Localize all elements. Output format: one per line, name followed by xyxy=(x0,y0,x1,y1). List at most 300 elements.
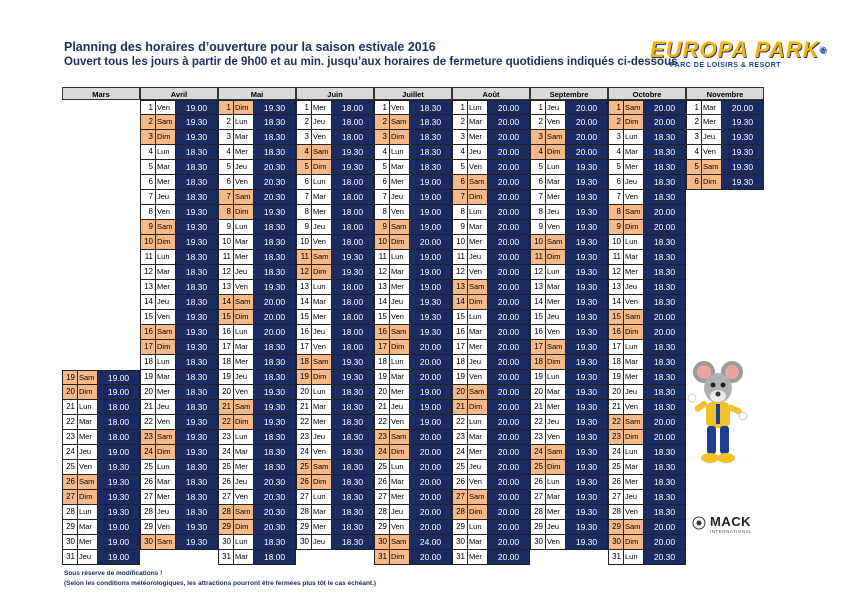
closing-hour: 19.30 xyxy=(722,145,764,160)
closing-hour: 20.00 xyxy=(410,235,452,250)
weekday: Mer xyxy=(468,130,488,145)
day-number: 29 xyxy=(218,520,234,535)
weekday: Dim xyxy=(234,415,254,430)
day-number: 31 xyxy=(608,550,624,565)
day-number: 5 xyxy=(686,160,702,175)
day-row xyxy=(530,445,608,460)
weekday: Jeu xyxy=(468,355,488,370)
day-number: 1 xyxy=(530,100,546,115)
day-row xyxy=(218,115,296,130)
day-number: 1 xyxy=(296,100,312,115)
day-row xyxy=(686,145,764,160)
day-number: 22 xyxy=(530,415,546,430)
day-number: 4 xyxy=(140,145,156,160)
closing-hour: 18.30 xyxy=(176,250,218,265)
day-number: 17 xyxy=(374,340,390,355)
day-number: 22 xyxy=(374,415,390,430)
closing-hour: 19.30 xyxy=(722,160,764,175)
weekday: Lun xyxy=(546,475,566,490)
closing-hour: 20.00 xyxy=(488,130,530,145)
day-row xyxy=(218,250,296,265)
day-number: 14 xyxy=(530,295,546,310)
weekday: Mar xyxy=(312,400,332,415)
day-number: 9 xyxy=(530,220,546,235)
day-number: 19 xyxy=(140,370,156,385)
weekday: Ven xyxy=(390,205,410,220)
closing-hour: 18.30 xyxy=(254,460,296,475)
day-row xyxy=(608,160,686,175)
weekday: Mar xyxy=(546,175,566,190)
closing-hour: 19.30 xyxy=(410,310,452,325)
weekday: Dim xyxy=(468,295,488,310)
weekday: Jeu xyxy=(156,400,176,415)
closing-hour: 19.30 xyxy=(176,115,218,130)
day-row xyxy=(530,205,608,220)
day-number: 19 xyxy=(218,370,234,385)
weekday: Mar xyxy=(624,355,644,370)
closing-hour: 18.30 xyxy=(176,145,218,160)
day-number: 28 xyxy=(608,505,624,520)
day-number: 28 xyxy=(296,505,312,520)
day-number: 11 xyxy=(296,250,312,265)
weekday: Lun xyxy=(468,520,488,535)
day-number: 16 xyxy=(140,325,156,340)
day-number: 14 xyxy=(140,295,156,310)
closing-hour: 20.00 xyxy=(410,490,452,505)
weekday: Sam xyxy=(468,280,488,295)
day-row xyxy=(140,430,218,445)
weekday: Dim xyxy=(234,520,254,535)
closing-hour: 18.30 xyxy=(644,370,686,385)
day-row xyxy=(218,415,296,430)
day-row xyxy=(608,175,686,190)
weekday: Ven xyxy=(702,145,722,160)
closing-hour: 19.30 xyxy=(566,475,608,490)
day-number: 30 xyxy=(218,535,234,550)
day-number: 21 xyxy=(452,400,468,415)
day-number: 23 xyxy=(296,430,312,445)
day-number: 12 xyxy=(296,265,312,280)
weekday: Lun xyxy=(390,460,410,475)
weekday: Mer xyxy=(234,250,254,265)
closing-hour: 19.30 xyxy=(566,430,608,445)
weekday: Ven xyxy=(312,340,332,355)
day-row xyxy=(530,250,608,265)
weekday: Sam xyxy=(546,445,566,460)
day-number: 20 xyxy=(530,385,546,400)
day-number: 27 xyxy=(374,490,390,505)
day-number: 29 xyxy=(530,520,546,535)
day-row xyxy=(218,280,296,295)
day-number: 27 xyxy=(218,490,234,505)
month-column xyxy=(530,87,608,547)
closing-hour: 20.30 xyxy=(254,160,296,175)
day-number: 1 xyxy=(686,100,702,115)
day-row xyxy=(296,145,374,160)
day-row xyxy=(374,475,452,490)
closing-hour: 18.00 xyxy=(332,310,374,325)
weekday: Dim xyxy=(390,340,410,355)
day-row xyxy=(608,505,686,520)
weekday: Dim xyxy=(156,340,176,355)
day-row xyxy=(452,325,530,340)
closing-hour: 18.30 xyxy=(644,340,686,355)
weekday: Sam xyxy=(234,400,254,415)
day-number: 26 xyxy=(530,475,546,490)
day-number: 8 xyxy=(452,205,468,220)
closing-hour: 18.30 xyxy=(644,160,686,175)
weekday: Jeu xyxy=(312,430,332,445)
day-row xyxy=(530,475,608,490)
closing-hour: 20.00 xyxy=(488,415,530,430)
day-row xyxy=(374,250,452,265)
weekday: Mer xyxy=(156,280,176,295)
day-number: 14 xyxy=(608,295,624,310)
day-row xyxy=(296,400,374,415)
day-row xyxy=(608,475,686,490)
day-row xyxy=(140,370,218,385)
closing-hour: 20.00 xyxy=(488,250,530,265)
closing-hour: 20.30 xyxy=(254,190,296,205)
weekday: Dim xyxy=(78,490,98,505)
closing-hour: 20.00 xyxy=(488,355,530,370)
closing-hour: 20.00 xyxy=(254,310,296,325)
weekday: Jeu xyxy=(546,310,566,325)
day-number: 10 xyxy=(296,235,312,250)
weekday: Lun xyxy=(78,505,98,520)
day-number: 13 xyxy=(296,280,312,295)
closing-hour: 20.00 xyxy=(410,550,452,565)
day-number: 27 xyxy=(140,490,156,505)
day-number: 7 xyxy=(140,190,156,205)
day-row xyxy=(218,520,296,535)
weekday: Mer xyxy=(390,175,410,190)
closing-hour: 18.30 xyxy=(332,475,374,490)
day-row xyxy=(218,370,296,385)
closing-hour: 18.30 xyxy=(176,460,218,475)
weekday: Mar xyxy=(390,160,410,175)
weekday: Mar xyxy=(156,160,176,175)
closing-hour: 18.30 xyxy=(176,490,218,505)
mack-logo xyxy=(690,512,770,538)
weekday: Dim xyxy=(468,190,488,205)
weekday: Ven xyxy=(624,295,644,310)
closing-hour: 18.00 xyxy=(332,115,374,130)
day-number: 9 xyxy=(140,220,156,235)
weekday: Lun xyxy=(156,355,176,370)
day-row xyxy=(374,355,452,370)
day-number: 6 xyxy=(608,175,624,190)
closing-hour: 20.00 xyxy=(488,370,530,385)
day-number: 25 xyxy=(374,460,390,475)
closing-hour: 19.30 xyxy=(176,235,218,250)
day-number: 18 xyxy=(608,355,624,370)
day-row xyxy=(452,475,530,490)
day-number: 12 xyxy=(218,265,234,280)
closing-hour: 18.30 xyxy=(644,445,686,460)
day-row xyxy=(608,550,686,565)
day-number: 3 xyxy=(296,130,312,145)
page-subtitle: Ouvert tous les jours à partir de 9h00 et au min. jusqu’aux horaires de fermeture quotidiens indiqués ci-dessous xyxy=(64,56,678,68)
weekday: Dim xyxy=(312,370,332,385)
closing-hour: 20.00 xyxy=(566,100,608,115)
closing-hour: 18.30 xyxy=(332,445,374,460)
day-row xyxy=(452,205,530,220)
day-number: 13 xyxy=(140,280,156,295)
closing-hour: 18.30 xyxy=(254,220,296,235)
weekday: Lun xyxy=(546,160,566,175)
weekday: Ven xyxy=(234,385,254,400)
day-row xyxy=(608,250,686,265)
day-row xyxy=(296,175,374,190)
day-number: 6 xyxy=(686,175,702,190)
closing-hour: 18.30 xyxy=(332,535,374,550)
weekday: Mar xyxy=(312,505,332,520)
day-row xyxy=(374,415,452,430)
closing-hour: 18.30 xyxy=(644,385,686,400)
page-title: Planning des horaires d’ouverture pour la saison estivale 2016 xyxy=(64,40,436,54)
day-row xyxy=(296,205,374,220)
day-row xyxy=(62,550,140,565)
day-row xyxy=(530,130,608,145)
closing-hour: 18.30 xyxy=(644,355,686,370)
weekday: Jeu xyxy=(156,295,176,310)
day-row xyxy=(530,370,608,385)
weekday: Ven xyxy=(234,280,254,295)
day-row xyxy=(530,310,608,325)
weekday: Jeu xyxy=(312,535,332,550)
day-row xyxy=(530,265,608,280)
weekday: Dim xyxy=(312,265,332,280)
day-number: 16 xyxy=(296,325,312,340)
day-number: 23 xyxy=(530,430,546,445)
closing-hour: 20.30 xyxy=(644,550,686,565)
day-number: 11 xyxy=(218,250,234,265)
closing-hour: 19.30 xyxy=(176,520,218,535)
weekday: Ven xyxy=(546,325,566,340)
day-row xyxy=(530,430,608,445)
closing-hour: 20.30 xyxy=(254,520,296,535)
day-number: 29 xyxy=(374,520,390,535)
day-row xyxy=(296,265,374,280)
closing-hour: 20.00 xyxy=(488,460,530,475)
day-row xyxy=(374,325,452,340)
closing-hour: 20.00 xyxy=(488,445,530,460)
day-row xyxy=(140,535,218,550)
weekday: Lun xyxy=(156,250,176,265)
weekday: Sam xyxy=(624,205,644,220)
day-number: 16 xyxy=(374,325,390,340)
day-number: 16 xyxy=(608,325,624,340)
day-row xyxy=(296,535,374,550)
day-number: 24 xyxy=(140,445,156,460)
weekday: Sam xyxy=(468,490,488,505)
day-row xyxy=(140,505,218,520)
day-number: 27 xyxy=(608,490,624,505)
day-number: 18 xyxy=(218,355,234,370)
day-number: 2 xyxy=(218,115,234,130)
closing-hour: 18.30 xyxy=(644,400,686,415)
weekday: Mar xyxy=(312,190,332,205)
closing-hour: 19.30 xyxy=(566,325,608,340)
day-row xyxy=(374,520,452,535)
day-number: 11 xyxy=(140,250,156,265)
month-header: Avril xyxy=(140,87,218,100)
day-number: 31 xyxy=(452,550,468,565)
closing-hour: 20.00 xyxy=(488,550,530,565)
weekday: Ven xyxy=(312,445,332,460)
weekday: Mer xyxy=(390,385,410,400)
day-number: 11 xyxy=(452,250,468,265)
weekday: Sam xyxy=(312,355,332,370)
weekday: Jeu xyxy=(546,205,566,220)
closing-hour: 19.30 xyxy=(566,400,608,415)
day-row xyxy=(296,460,374,475)
closing-hour: 18.00 xyxy=(98,430,140,445)
day-row xyxy=(218,355,296,370)
day-row xyxy=(218,385,296,400)
closing-hour: 19.30 xyxy=(566,370,608,385)
day-row xyxy=(140,280,218,295)
day-number: 4 xyxy=(218,145,234,160)
weekday: Mer xyxy=(312,310,332,325)
closing-hour: 20.00 xyxy=(488,340,530,355)
day-row xyxy=(296,340,374,355)
closing-hour: 18.30 xyxy=(176,190,218,205)
closing-hour: 19.00 xyxy=(98,385,140,400)
closing-hour: 20.00 xyxy=(254,295,296,310)
day-row xyxy=(62,370,140,385)
day-row xyxy=(218,430,296,445)
closing-hour: 19.30 xyxy=(566,175,608,190)
day-row xyxy=(374,460,452,475)
closing-hour: 18.30 xyxy=(644,190,686,205)
closing-hour: 19.30 xyxy=(722,115,764,130)
note-weather: (Selon les conditions météorologiques, les attractions pourront être fermées plus tôt le cas échéant.) xyxy=(64,580,377,587)
weekday: Sam xyxy=(468,175,488,190)
closing-hour: 19.30 xyxy=(332,355,374,370)
day-row xyxy=(452,430,530,445)
day-row xyxy=(452,310,530,325)
day-row xyxy=(140,265,218,280)
weekday: Lun xyxy=(390,250,410,265)
day-number: 13 xyxy=(218,280,234,295)
day-row xyxy=(140,295,218,310)
day-row xyxy=(296,280,374,295)
weekday: Jeu xyxy=(702,130,722,145)
weekday: Sam xyxy=(234,295,254,310)
day-number: 8 xyxy=(374,205,390,220)
weekday: Mar xyxy=(702,100,722,115)
closing-hour: 18.30 xyxy=(410,115,452,130)
day-row xyxy=(374,430,452,445)
day-number: 27 xyxy=(296,490,312,505)
day-row xyxy=(374,295,452,310)
day-number: 15 xyxy=(452,310,468,325)
day-row xyxy=(530,400,608,415)
weekday: Ven xyxy=(156,100,176,115)
weekday: Ven xyxy=(390,520,410,535)
day-number: 24 xyxy=(452,445,468,460)
day-row xyxy=(608,370,686,385)
day-row xyxy=(530,520,608,535)
day-row xyxy=(140,160,218,175)
closing-hour: 18.30 xyxy=(176,295,218,310)
logo-reg: ® xyxy=(819,45,828,55)
day-row xyxy=(530,115,608,130)
closing-hour: 19.00 xyxy=(410,415,452,430)
day-row xyxy=(296,220,374,235)
day-number: 25 xyxy=(452,460,468,475)
weekday: Mer xyxy=(312,520,332,535)
day-row xyxy=(140,400,218,415)
day-row xyxy=(218,130,296,145)
weekday: Dim xyxy=(624,535,644,550)
day-row xyxy=(140,145,218,160)
day-row xyxy=(530,325,608,340)
closing-hour: 20.00 xyxy=(488,190,530,205)
day-row xyxy=(140,325,218,340)
weekday: Mer xyxy=(234,145,254,160)
weekday: Mar xyxy=(312,295,332,310)
weekday: Ven xyxy=(546,115,566,130)
weekday: Lun xyxy=(312,490,332,505)
day-row xyxy=(218,100,296,115)
day-row xyxy=(296,310,374,325)
day-row xyxy=(296,445,374,460)
day-row xyxy=(452,250,530,265)
day-number: 29 xyxy=(140,520,156,535)
weekday: Mar xyxy=(156,370,176,385)
day-row xyxy=(140,205,218,220)
day-row xyxy=(452,490,530,505)
day-row xyxy=(686,100,764,115)
weekday: Lun xyxy=(624,550,644,565)
day-row xyxy=(530,535,608,550)
weekday: Mar xyxy=(468,325,488,340)
closing-hour: 20.30 xyxy=(254,175,296,190)
day-row xyxy=(218,295,296,310)
day-row xyxy=(296,160,374,175)
day-number: 2 xyxy=(374,115,390,130)
day-row xyxy=(374,370,452,385)
day-number: 14 xyxy=(374,295,390,310)
day-row xyxy=(140,250,218,265)
day-number: 19 xyxy=(530,370,546,385)
weekday: Lun xyxy=(78,400,98,415)
weekday: Ven xyxy=(546,220,566,235)
day-row xyxy=(374,160,452,175)
closing-hour: 19.30 xyxy=(566,385,608,400)
closing-hour: 20.00 xyxy=(488,490,530,505)
day-number: 15 xyxy=(530,310,546,325)
day-number: 20 xyxy=(452,385,468,400)
day-row xyxy=(140,490,218,505)
closing-hour: 18.30 xyxy=(332,520,374,535)
day-row xyxy=(374,235,452,250)
day-number: 11 xyxy=(608,250,624,265)
weekday: Ven xyxy=(156,415,176,430)
weekday: Mar xyxy=(624,460,644,475)
day-row xyxy=(218,505,296,520)
day-number: 22 xyxy=(140,415,156,430)
closing-hour: 19.00 xyxy=(98,370,140,385)
closing-hour: 20.00 xyxy=(488,160,530,175)
day-row xyxy=(374,220,452,235)
day-row xyxy=(140,310,218,325)
day-number: 1 xyxy=(218,100,234,115)
day-number: 23 xyxy=(62,430,78,445)
